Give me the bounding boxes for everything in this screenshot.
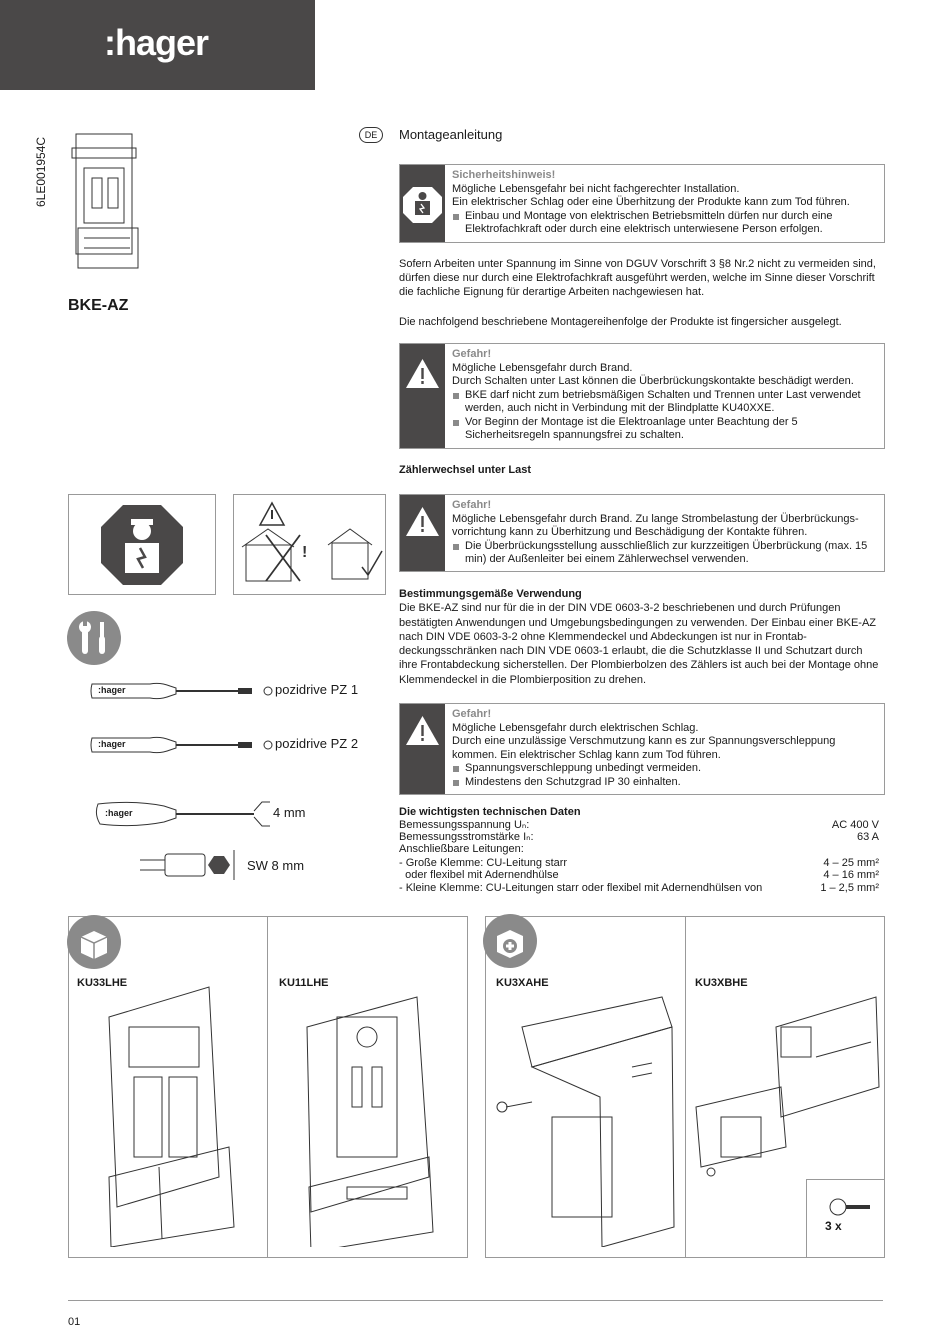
warning-triangle-icon [400, 704, 445, 794]
electrician-icon [400, 165, 445, 242]
intro-paragraph: Sofern Arbeiten unter Spannung im Sinne von DGUV Vorschrift 3 §8 Nr.2 nicht zu vermeiden sind, dürfen diese nur durch eine Elektrofachkraft ausgeführt werden, welche im Sinne dieser Vorschrift die fachliche Eignung für derartige Arbeiten nachgewiesen hat. [399, 258, 876, 298]
ku33lhe-illustration [99, 977, 249, 1247]
danger1-heading: Gefahr! [452, 348, 492, 360]
warning-triangle-icon [400, 344, 445, 448]
screwdriver-brand: :hager [105, 808, 133, 818]
product-label-ku3xahe: KU3XAHE [496, 977, 549, 989]
danger-box-overload [399, 494, 885, 572]
ku11lhe-illustration [297, 977, 447, 1247]
document-title: Montageanleitung [399, 127, 503, 142]
socket-wrench [140, 846, 245, 886]
tech-row-value: 4 – 25 mm² [823, 857, 879, 869]
tech-row-value: 4 – 16 mm² [823, 869, 879, 881]
tech-row [399, 869, 879, 881]
pz2-label: pozidrive PZ 2 [275, 736, 359, 751]
safety-notice-line2: Ein elektrischer Schlag oder eine Überhitzung der Produkte kann zum Tod führen. [452, 196, 850, 208]
included-products-panel [68, 916, 468, 1258]
product-label-ku11lhe: KU11LHE [279, 977, 329, 989]
ku3xbhe-illustration [691, 987, 881, 1177]
product-label-ku33lhe: KU33LHE [77, 977, 128, 989]
danger1-bullet1: BKE darf nicht zum betriebsmäßigen Schalten und Trennen unter Last verwendet werden, auch nicht in Verbindung mit der Blindplatte KU40XXE. [452, 389, 878, 416]
product-thumbnail [64, 128, 154, 278]
accessory-package-icon [483, 914, 541, 972]
pz1-label: pozidrive PZ 1 [275, 682, 359, 697]
language-badge: DE [359, 127, 383, 143]
finger-safe-paragraph: Die nachfolgend beschriebene Montagereihenfolge der Produkte ist fingersicher ausgelegt. [399, 316, 842, 328]
intended-use-heading: Bestimmungsgemäße Verwendung [399, 588, 582, 600]
danger3-line2: Durch eine unzulässige Verschmutzung kann es zur Spannungsverschleppung kommen. Ein elektrischer Schlag kann zum Tod führen. [452, 735, 836, 761]
package-box-icon [67, 915, 125, 973]
product-label-ku3xbhe: KU3XBHE [695, 977, 748, 989]
danger3-heading: Gefahr! [452, 708, 492, 720]
tech-row-value: AC 400 V [831, 819, 879, 831]
danger1-line2: Durch Schalten unter Last können die Überbrückungskontakte beschädigt werden. [452, 375, 854, 387]
tech-row [399, 857, 879, 869]
danger-box-shock [399, 703, 885, 795]
tech-row [399, 819, 879, 831]
tech-data-heading: Die wichtigsten technischen Daten [399, 806, 581, 818]
ku3xahe-illustration [492, 987, 682, 1247]
danger-box-fire [399, 343, 885, 449]
tech-row-label: Bemessungsspannung Uₙ: [399, 819, 530, 831]
danger3-bullet1: Spannungsverschleppung unbedingt vermeiden. [452, 762, 878, 776]
optional-products-panel [485, 916, 885, 1258]
hager-logo: :hager [104, 22, 209, 63]
danger2-heading: Gefahr! [452, 499, 492, 511]
tech-row [399, 882, 879, 894]
svg-text:!: ! [302, 544, 308, 561]
safety-notice-line1: Mögliche Lebensgefahr bei nicht fachgerechter Installation. [452, 182, 740, 195]
screwdriver-brand: :hager [98, 739, 126, 749]
flat-width-label: 4 mm [273, 805, 306, 820]
screwdriver-brand: :hager [98, 685, 126, 695]
tech-row [399, 831, 879, 843]
safety-notice-bullet: Einbau und Montage von elektrischen Betriebsmitteln dürfen nur durch eine Elektrofachkraft oder durch eine elektrisch unterwiesene Person erfolgen. [452, 210, 878, 237]
danger1-bullet2: Vor Beginn der Montage ist die Elektroanlage unter Beachtung der 5 Sicherheitsregeln spannungsfrei zu schalten. [452, 416, 878, 443]
danger1-line1: Mögliche Lebensgefahr durch Brand. [452, 361, 633, 374]
tech-row-label: - Kleine Klemme: CU-Leitungen starr oder flexibel mit Adernendhülsen von [399, 882, 763, 894]
electrician-pictogram-box [68, 494, 216, 595]
tech-row [399, 843, 879, 855]
checkmark-icon [362, 551, 382, 575]
screws-quantity: 3 x [825, 1219, 842, 1233]
safety-notice-heading: Sicherheitshinweis! [452, 169, 556, 181]
product-name: BKE-AZ [68, 297, 129, 314]
document-code: 6LE001954C [34, 136, 48, 207]
page-number: 01 [68, 1316, 81, 1328]
tech-row-label: Bemessungsstromstärke Iₙ: [399, 831, 534, 843]
tech-row-value: 63 A [856, 831, 879, 843]
tech-row-label: - Große Klemme: CU-Leitung starr [399, 857, 568, 869]
tools-icon [66, 610, 122, 666]
safety-notice-box [399, 164, 885, 243]
tech-row-value: 1 – 2,5 mm² [820, 882, 879, 894]
intended-use-section [399, 587, 879, 687]
socket-size-label: SW 8 mm [247, 858, 305, 873]
danger2-line1: Mögliche Lebensgefahr durch Brand. Zu lange Strombelastung der Überbrückungs-vorrichtung kann zu Überhitzung und Beschädigung der Kontakte führen. [452, 512, 859, 538]
tech-row-label: Anschließbare Leitungen: [399, 843, 524, 855]
electrician-icon [69, 495, 215, 594]
danger3-bullet2: Mindestens den Schutzgrad IP 30 einhalten. [452, 776, 878, 790]
tech-row-label: oder flexibel mit Adernendhülse [399, 869, 559, 881]
warning-triangle-icon [400, 495, 445, 571]
footer-divider [68, 1300, 883, 1301]
meter-change-heading: Zählerwechsel unter Last [399, 464, 532, 476]
danger3-line1: Mögliche Lebensgefahr durch elektrischen Schlag. [452, 721, 699, 734]
intended-use-text: Die BKE-AZ sind nur für die in der DIN VDE 0603-3-2 beschriebenen und durch Prüfungen bestätigten Anwendungen und Umgebungsbedingungen zu verwenden. Der Einbau einer BKE-AZ nach DIN VDE 0603-3-2 ohne Klemmendeckel und Abdeckungen ist nur in Frontab-deckungsschränken nach DIN VDE 0603-1 erlaubt, die die Schutzklasse II und Schutzart durch ihre Frontabdeckung sicherstellen. Der Plombierbolzen des Zählers ist auch bei der Montage ohne Klemmendeckel in die Plombierposition zu drehen. [399, 602, 879, 686]
danger2-bullet1: Die Überbrückungsstellung ausschließlich zur kurzzeitigen Überbrückung (max. 15 min) der Außenleiter bei einem Zählerwechsel verwenden. [452, 540, 878, 567]
no-load-switching-illustration [233, 494, 386, 595]
